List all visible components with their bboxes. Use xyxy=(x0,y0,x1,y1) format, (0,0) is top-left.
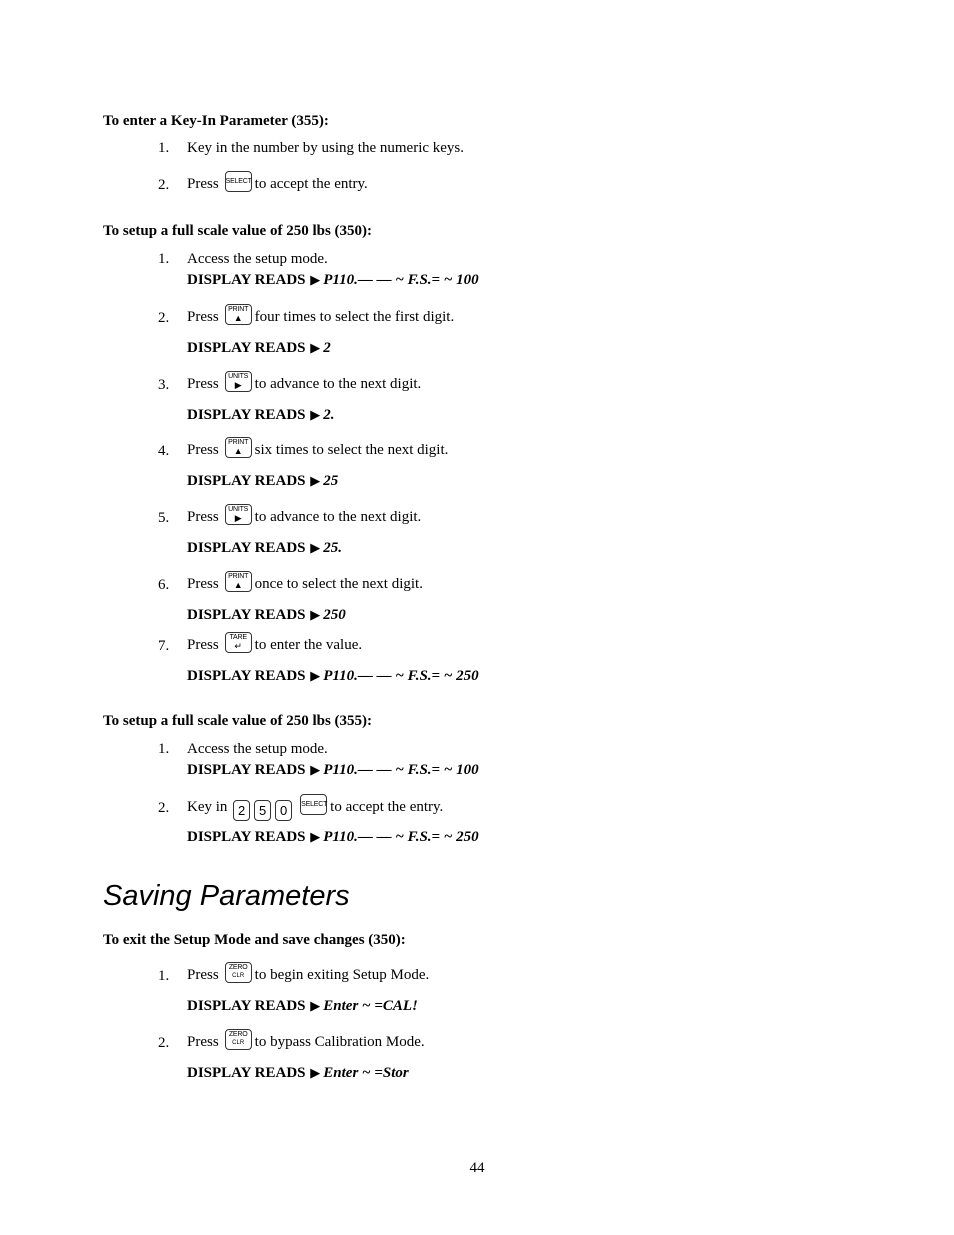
heading-key-in-355: To enter a Key-In Parameter (355): xyxy=(103,113,329,129)
digit-key-5: 5 xyxy=(254,800,271,821)
display-reads: DISPLAY READS ▶ 25 xyxy=(187,473,339,489)
step-number: 6. xyxy=(158,577,170,593)
step-text: Press TARE ↵ to enter the value. xyxy=(187,634,363,653)
section-title: Saving Parameters xyxy=(103,880,350,912)
step-text: Press UNITS ▶ to advance to the next digit. xyxy=(187,373,422,392)
step-number: 2. xyxy=(158,310,170,326)
step-text: Press ZERO CLR to begin exiting Setup Mode. xyxy=(187,964,430,983)
display-reads: DISPLAY READS ▶ Enter ~ =CAL! xyxy=(187,998,418,1014)
print-key-icon: PRINT ▲ xyxy=(225,571,252,592)
heading-exit-setup: To exit the Setup Mode and save changes (350): xyxy=(103,932,406,948)
display-reads: DISPLAY READS ▶ 2. xyxy=(187,407,335,423)
step-number: 7. xyxy=(158,638,170,654)
display-reads: DISPLAY READS ▶ P110.— — ~ F.S.= ~ 250 xyxy=(187,668,479,684)
print-key-icon: PRINT ▲ xyxy=(225,437,252,458)
enter-return-icon: ↵ xyxy=(234,641,242,651)
up-triangle-icon: ▲ xyxy=(233,580,243,590)
digit-key-0: 0 xyxy=(275,800,292,821)
step-text: Key in 2 5 0 SELECT to accept the entry. xyxy=(187,793,443,821)
step-text xyxy=(187,170,368,198)
units-key-icon: UNITS ▶ xyxy=(225,504,252,525)
zero-clr-key-icon: ZERO CLR xyxy=(225,1029,252,1050)
right-arrow-icon: ▶ xyxy=(310,273,321,288)
step-text: Press UNITS ▶ to advance to the next digit. xyxy=(187,506,422,525)
step-number: 4. xyxy=(158,443,170,459)
step-number: 1. xyxy=(158,140,170,156)
right-triangle-icon: ▶ xyxy=(234,513,242,523)
digit-key-2: 2 xyxy=(233,800,250,821)
display-reads: DISPLAY READS ▶ 25. xyxy=(187,540,343,556)
select-key-icon: SELECT xyxy=(225,171,252,192)
right-triangle-icon: ▶ xyxy=(234,380,242,390)
step-number: 1. xyxy=(158,741,170,757)
step-number: 3. xyxy=(158,377,170,393)
display-reads: DISPLAY READS ▶ Enter ~ =Stor xyxy=(187,1065,409,1081)
display-reads: DISPLAY READS ▶ P110.— — ~ F.S.= ~ 100 xyxy=(187,272,479,288)
units-key-icon: UNITS ▶ xyxy=(225,371,252,392)
step-text: Key in the number by using the numeric keys. xyxy=(187,140,465,156)
zero-clr-key-icon: ZERO CLR xyxy=(225,962,252,983)
display-reads: DISPLAY READS ▶ P110.— — ~ F.S.= ~ 250 xyxy=(187,829,479,845)
right-arrow-icon: ▶ xyxy=(310,830,321,845)
tare-key-icon: TARE ↵ xyxy=(225,632,252,653)
heading-full-scale-355: To setup a full scale value of 250 lbs (355): xyxy=(103,713,373,729)
display-reads: DISPLAY READS ▶ 2 xyxy=(187,340,331,356)
print-key-icon: PRINT ▲ xyxy=(225,304,252,325)
step-suffix: to accept the entry. xyxy=(254,176,368,192)
step-number: 2. xyxy=(158,1035,170,1051)
right-arrow-icon: ▶ xyxy=(310,608,321,623)
right-arrow-icon: ▶ xyxy=(310,1066,321,1081)
right-arrow-icon: ▶ xyxy=(310,669,321,684)
right-arrow-icon: ▶ xyxy=(310,763,321,778)
up-triangle-icon: ▲ xyxy=(233,313,243,323)
right-arrow-icon: ▶ xyxy=(310,999,321,1014)
step-number: 2. xyxy=(158,177,170,193)
step-text: Press ZERO CLR to bypass Calibration Mode. xyxy=(187,1031,425,1050)
step-text: Access the setup mode. xyxy=(187,251,328,267)
heading-full-scale-350: To setup a full scale value of 250 lbs (350): xyxy=(103,223,373,239)
step-prefix: Press xyxy=(187,176,219,192)
step-text: Press PRINT ▲ once to select the next digit. xyxy=(187,573,423,592)
page-number: 44 xyxy=(469,1160,485,1176)
right-arrow-icon: ▶ xyxy=(310,341,321,356)
select-key-icon: SELECT xyxy=(300,794,327,815)
step-text: Press PRINT ▲ four times to select the first digit. xyxy=(187,306,455,325)
right-arrow-icon: ▶ xyxy=(310,474,321,489)
display-reads: DISPLAY READS ▶ 250 xyxy=(187,607,346,623)
right-arrow-icon: ▶ xyxy=(310,408,321,423)
step-number: 1. xyxy=(158,968,170,984)
step-number: 5. xyxy=(158,510,170,526)
step-number: 1. xyxy=(158,251,170,267)
display-reads: DISPLAY READS ▶ P110.— — ~ F.S.= ~ 100 xyxy=(187,762,479,778)
step-text: Access the setup mode. xyxy=(187,741,328,757)
step-text: Press PRINT ▲ six times to select the next digit. xyxy=(187,439,449,458)
right-arrow-icon: ▶ xyxy=(310,541,321,556)
step-number: 2. xyxy=(158,800,170,816)
up-triangle-icon: ▲ xyxy=(233,446,243,456)
